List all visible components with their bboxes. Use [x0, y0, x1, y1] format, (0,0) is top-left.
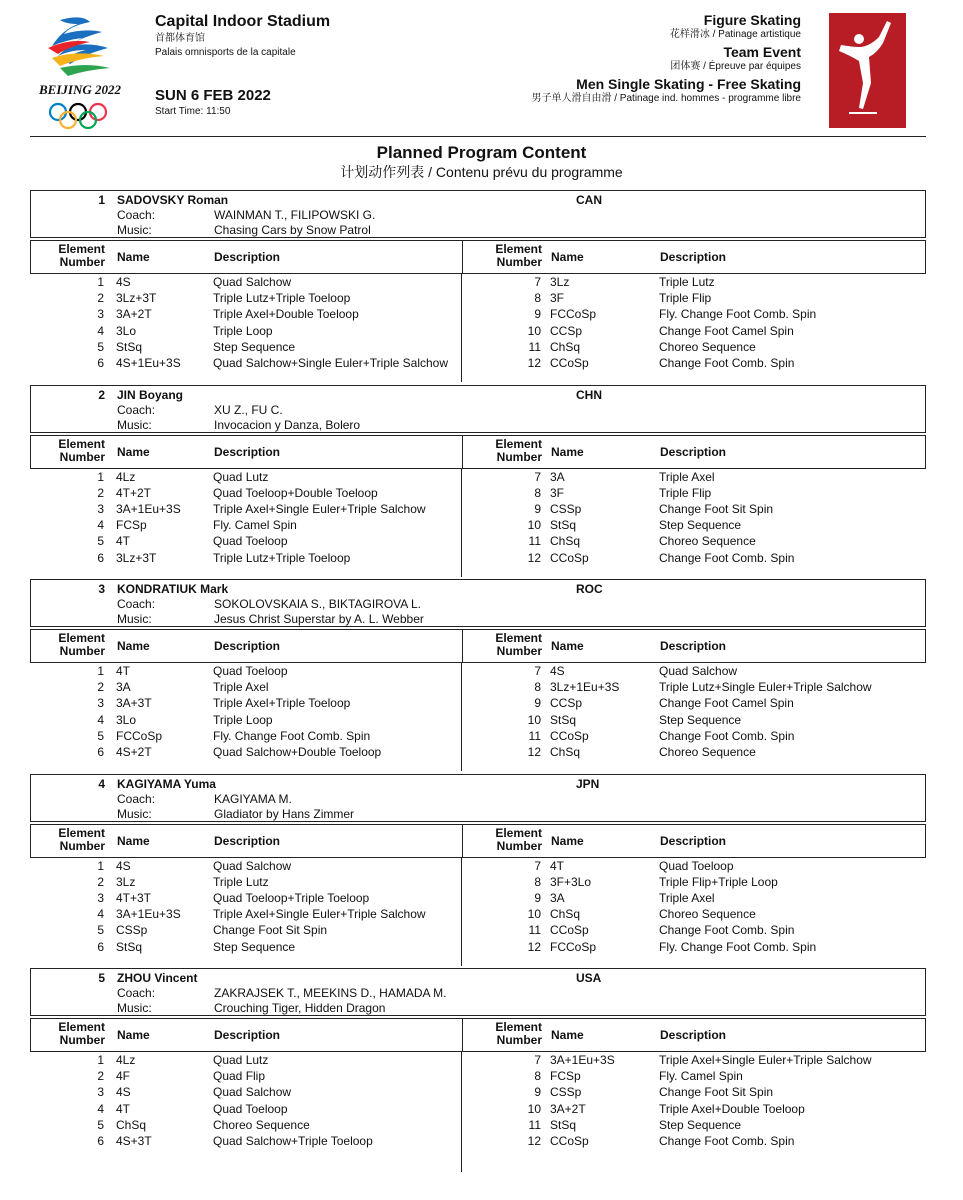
element-number: 5 — [97, 1117, 104, 1132]
column-divider — [462, 824, 463, 857]
athlete-number: 3 — [98, 582, 105, 596]
element-code: ChSq — [550, 745, 581, 759]
header-description: Description — [660, 1028, 727, 1042]
element-number: 7 — [534, 1053, 541, 1067]
element-description: Triple Axel — [659, 890, 715, 905]
element-number: 11 — [528, 534, 541, 549]
column-divider — [462, 435, 463, 468]
element-code: StSq — [550, 712, 577, 727]
music-value: Jesus Christ Superstar by A. L. Webber — [214, 612, 424, 626]
element-number: 2 — [97, 1069, 104, 1084]
element-number: 3 — [97, 501, 104, 516]
element-code: 4S+1Eu+3S — [116, 356, 181, 370]
element-description: Change Foot Comb. Spin — [659, 728, 795, 743]
element-number: 9 — [534, 890, 541, 905]
element-description: Triple Axel+Triple Toeloop — [213, 696, 351, 711]
element-description: Choreo Sequence — [659, 745, 756, 759]
event-subtitle: 团体赛 / Épreuve par équipes — [670, 61, 801, 72]
element-code: 3A+1Eu+3S — [550, 1053, 615, 1067]
athlete-block — [30, 190, 926, 370]
column-divider — [461, 469, 462, 577]
element-description: Quad Toeloop — [213, 664, 288, 678]
element-number: 10 — [527, 518, 541, 533]
element-description: Fly. Change Foot Comb. Spin — [659, 939, 817, 954]
element-code: CCoSp — [550, 1134, 589, 1148]
element-code: 3Lz+3T — [116, 291, 157, 306]
element-number: 2 — [97, 874, 104, 889]
element-description: Triple Lutz+Triple Toeloop — [213, 550, 351, 565]
header-description: Description — [214, 444, 281, 459]
date-block — [155, 87, 271, 118]
element-code: 3A — [550, 890, 565, 905]
header-name: Name — [117, 250, 150, 264]
element-number: 2 — [97, 680, 104, 695]
element-description: Triple Axel+Single Euler+Triple Salchow — [213, 501, 426, 516]
element-description: Choreo Sequence — [659, 907, 756, 922]
venue-block — [155, 12, 330, 60]
beijing-2022-logo — [30, 12, 130, 130]
element-number: 4 — [97, 712, 104, 727]
element-code: ChSq — [550, 339, 581, 354]
coach-value: KAGIYAMA M. — [214, 791, 292, 806]
athlete-block — [30, 579, 926, 759]
element-code: 4T — [116, 664, 131, 678]
elements-table-header — [30, 435, 926, 469]
element-number: 10 — [527, 1101, 541, 1116]
document-title — [0, 143, 963, 181]
athlete-noc: CHN — [576, 387, 602, 402]
sport-subtitle: 花样滑冰 / Patinage artistique — [669, 29, 801, 40]
element-description: Triple Axel+Double Toeloop — [213, 307, 359, 322]
header-description: Description — [660, 639, 727, 653]
segment-subtitle: 男子单人滑自由滑 / Patinage ind. hommes - programme libre — [531, 93, 801, 104]
music-value: Gladiator by Hans Zimmer — [214, 806, 355, 821]
athlete-block — [30, 774, 926, 954]
element-code: 4T+3T — [116, 890, 152, 905]
element-description: Quad Toeloop+Double Toeloop — [213, 485, 378, 500]
element-description: Triple Lutz — [659, 275, 715, 289]
element-code: FCSp — [550, 1069, 581, 1084]
header-name: Name — [551, 833, 584, 848]
element-number: 6 — [97, 550, 104, 565]
element-code: ChSq — [550, 534, 581, 549]
element-number: 9 — [534, 307, 541, 322]
element-description: Quad Lutz — [213, 469, 269, 484]
elements-table-body — [30, 469, 926, 565]
element-code: ChSq — [116, 1117, 147, 1132]
element-number: 11 — [528, 339, 541, 354]
column-divider — [461, 858, 462, 966]
venue-name: Capital Indoor Stadium — [155, 13, 331, 30]
element-number: 8 — [534, 680, 541, 695]
element-number: 7 — [534, 275, 541, 289]
header-description: Description — [660, 250, 727, 264]
header-name: Name — [117, 639, 150, 653]
element-code: CCoSp — [550, 550, 589, 565]
music-label: Music: — [117, 417, 152, 432]
element-number: 1 — [97, 1053, 104, 1067]
venue-name-fr: Palais omnisports de la capitale — [155, 47, 296, 58]
athlete-info — [30, 385, 926, 433]
title-main: Planned Program Content — [376, 143, 587, 162]
element-description: Triple Flip+Triple Loop — [659, 874, 778, 889]
element-description: Quad Salchow — [213, 275, 292, 289]
element-description: Fly. Camel Spin — [659, 1069, 743, 1084]
element-description: Triple Lutz — [213, 874, 269, 889]
header-element-number: Element Number — [495, 825, 542, 853]
element-code: 4S — [116, 858, 131, 873]
header-name: Name — [117, 1028, 150, 1042]
element-number: 12 — [527, 550, 541, 565]
athlete-noc: CAN — [576, 193, 602, 207]
element-description: Triple Flip — [659, 291, 712, 306]
element-number: 6 — [97, 1134, 104, 1148]
elements-table-header — [30, 1018, 926, 1052]
athlete-number: 1 — [98, 193, 105, 207]
element-number: 7 — [534, 664, 541, 678]
element-description: Triple Axel+Double Toeloop — [659, 1101, 805, 1116]
header-description: Description — [214, 639, 281, 653]
element-number: 11 — [528, 923, 541, 938]
element-description: Quad Salchow — [659, 664, 738, 678]
element-number: 5 — [97, 728, 104, 743]
element-code: 4S — [550, 664, 565, 678]
element-number: 3 — [97, 1085, 104, 1100]
sport-title: Figure Skating — [703, 12, 801, 28]
header-element-number: Element Number — [58, 436, 105, 464]
element-description: Change Foot Sit Spin — [659, 1085, 774, 1100]
element-description: Triple Axel — [213, 680, 269, 695]
element-description: Change Foot Camel Spin — [659, 696, 794, 711]
column-divider — [461, 663, 462, 771]
coach-value: WAINMAN T., FILIPOWSKI G. — [214, 208, 376, 222]
element-number: 2 — [97, 291, 104, 306]
athlete-number: 5 — [98, 971, 105, 985]
element-code: CSSp — [116, 923, 148, 938]
element-number: 10 — [527, 323, 541, 338]
element-number: 6 — [97, 745, 104, 759]
element-code: FCCoSp — [550, 939, 597, 954]
element-code: 3A+3T — [116, 696, 152, 711]
elements-table-body — [30, 1052, 926, 1148]
music-label: Music: — [117, 1001, 152, 1015]
element-code: 3A+1Eu+3S — [116, 907, 181, 922]
element-number: 1 — [97, 858, 104, 873]
element-code: StSq — [550, 518, 577, 533]
element-description: Fly. Change Foot Comb. Spin — [659, 307, 817, 322]
header-element-number: Element Number — [495, 631, 542, 658]
element-description: Choreo Sequence — [659, 534, 756, 549]
element-number: 4 — [97, 1101, 104, 1116]
element-number: 12 — [527, 356, 541, 370]
header-name: Name — [551, 250, 584, 264]
element-number: 9 — [534, 501, 541, 516]
element-number: 8 — [534, 1069, 541, 1084]
athlete-block — [30, 385, 926, 565]
element-code: 4F — [116, 1069, 131, 1084]
segment-title: Men Single Skating - Free Skating — [576, 76, 801, 92]
element-number: 12 — [527, 745, 541, 759]
element-code: 3A+2T — [550, 1101, 586, 1116]
athlete-info — [30, 968, 926, 1016]
element-description: Step Sequence — [213, 939, 296, 954]
element-number: 5 — [97, 339, 104, 354]
element-number: 3 — [97, 307, 104, 322]
element-code: 3Lo — [116, 323, 137, 338]
element-description: Quad Salchow+Single Euler+Triple Salchow — [213, 356, 449, 370]
coach-label: Coach: — [117, 402, 156, 417]
column-divider — [461, 1052, 462, 1172]
element-number: 5 — [97, 923, 104, 938]
element-code: CCSp — [550, 696, 583, 711]
header-name: Name — [117, 444, 150, 459]
element-description: Change Foot Comb. Spin — [659, 550, 795, 565]
column-divider — [462, 240, 463, 273]
element-code: 4T — [550, 858, 565, 873]
venue-name-cn: 首都体育馆 — [155, 33, 205, 44]
title-sub: 计划动作列表 / Contenu prévu du programme — [340, 164, 623, 180]
element-code: 3A+1Eu+3S — [116, 501, 181, 516]
coach-value: ZAKRAJSEK T., MEEKINS D., HAMADA M. — [214, 986, 447, 1000]
element-description: Triple Flip — [659, 485, 712, 500]
elements-table-header — [30, 629, 926, 663]
element-description: Fly. Change Foot Comb. Spin — [213, 728, 371, 743]
element-code: ChSq — [550, 907, 581, 922]
element-description: Quad Toeloop — [213, 1101, 288, 1116]
header-rule — [30, 136, 926, 137]
element-description: Step Sequence — [213, 339, 296, 354]
athlete-name: KAGIYAMA Yuma — [117, 776, 216, 791]
figure-skating-pictogram-icon — [829, 13, 906, 128]
coach-label: Coach: — [117, 208, 156, 222]
element-code: 4T+2T — [116, 485, 152, 500]
elements-table-body — [30, 663, 926, 759]
header-name: Name — [551, 444, 584, 459]
element-number: 9 — [534, 696, 541, 711]
element-number: 10 — [527, 712, 541, 727]
element-description: Quad Flip — [213, 1069, 266, 1084]
header-description: Description — [214, 833, 281, 848]
header-element-number: Element Number — [58, 1020, 105, 1047]
athlete-noc: USA — [576, 971, 602, 985]
event-title: Team Event — [723, 44, 801, 60]
element-description: Triple Axel+Single Euler+Triple Salchow — [213, 907, 426, 922]
header-element-number: Element Number — [495, 436, 542, 464]
coach-label: Coach: — [117, 597, 156, 611]
element-description: Triple Loop — [213, 712, 273, 727]
element-code: StSq — [116, 339, 143, 354]
element-code: 4S — [116, 275, 131, 289]
athlete-noc: JPN — [576, 776, 600, 791]
element-description: Choreo Sequence — [213, 1117, 310, 1132]
column-divider — [462, 629, 463, 662]
element-code: 3Lz+1Eu+3S — [550, 680, 620, 695]
athlete-info — [30, 190, 926, 238]
element-code: 4Lz — [116, 469, 136, 484]
element-description: Quad Toeloop — [213, 534, 288, 549]
header-description: Description — [214, 1028, 281, 1042]
element-code: CSSp — [550, 501, 582, 516]
header-name: Name — [551, 639, 584, 653]
element-number: 4 — [97, 323, 104, 338]
music-value: Chasing Cars by Snow Patrol — [214, 223, 371, 237]
coach-value: XU Z., FU C. — [214, 402, 283, 417]
header-element-number: Element Number — [58, 242, 105, 269]
element-code: StSq — [550, 1117, 577, 1132]
coach-label: Coach: — [117, 791, 156, 806]
coach-value: SOKOLOVSKAIA S., BIKTAGIROVA L. — [214, 597, 421, 611]
element-code: CCoSp — [550, 728, 589, 743]
element-number: 4 — [97, 518, 104, 533]
athlete-name: ZHOU Vincent — [117, 971, 198, 985]
element-description: Triple Axel+Single Euler+Triple Salchow — [659, 1053, 872, 1067]
athlete-noc: ROC — [576, 582, 603, 596]
element-description: Quad Toeloop — [659, 858, 734, 873]
element-description: Change Foot Comb. Spin — [659, 923, 795, 938]
element-description: Quad Salchow+Double Toeloop — [213, 745, 382, 759]
element-number: 8 — [534, 485, 541, 500]
element-number: 6 — [97, 939, 104, 954]
element-code: 3A — [550, 469, 565, 484]
athlete-number: 2 — [98, 387, 105, 402]
column-divider — [461, 274, 462, 382]
svg-text:BEIJING 2022: BEIJING 2022 — [39, 82, 121, 97]
element-description: Step Sequence — [659, 1117, 742, 1132]
element-code: FCCoSp — [550, 307, 597, 322]
element-number: 7 — [534, 469, 541, 484]
element-description: Fly. Camel Spin — [213, 518, 297, 533]
header-element-number: Element Number — [495, 1020, 542, 1047]
element-code: CCoSp — [550, 923, 589, 938]
element-number: 1 — [97, 469, 104, 484]
element-number: 12 — [527, 939, 541, 954]
music-value: Invocacion y Danza, Bolero — [214, 417, 361, 432]
athlete-name: JIN Boyang — [117, 387, 184, 402]
column-divider — [462, 1018, 463, 1051]
athlete-number: 4 — [98, 776, 105, 791]
athlete-block — [30, 968, 926, 1148]
element-description: Quad Salchow+Triple Toeloop — [213, 1134, 373, 1148]
element-number: 10 — [527, 907, 541, 922]
element-number: 8 — [534, 291, 541, 306]
element-number: 2 — [97, 485, 104, 500]
header-element-number: Element Number — [495, 242, 542, 269]
element-code: StSq — [116, 939, 143, 954]
element-description: Quad Salchow — [213, 1085, 292, 1100]
music-label: Music: — [117, 806, 152, 821]
header-name: Name — [551, 1028, 584, 1042]
element-code: 4T — [116, 534, 131, 549]
element-description: Change Foot Sit Spin — [213, 923, 328, 938]
element-description: Triple Lutz+Single Euler+Triple Salchow — [659, 680, 872, 695]
element-number: 12 — [527, 1134, 541, 1148]
music-label: Music: — [117, 612, 152, 626]
element-description: Change Foot Comb. Spin — [659, 1134, 795, 1148]
event-header — [531, 12, 801, 108]
elements-table-header — [30, 824, 926, 858]
athlete-info — [30, 774, 926, 822]
header-name: Name — [117, 833, 150, 848]
element-code: 3F+3Lo — [550, 874, 592, 889]
header-element-number: Element Number — [58, 631, 105, 658]
element-code: FCSp — [116, 518, 147, 533]
element-description: Triple Loop — [213, 323, 273, 338]
element-code: 4S+2T — [116, 745, 152, 759]
element-description: Quad Toeloop+Triple Toeloop — [213, 890, 370, 905]
element-code: 3Lo — [116, 712, 137, 727]
element-code: 3Lz — [116, 874, 136, 889]
elements-table-body — [30, 274, 926, 370]
element-code: 4T — [116, 1101, 131, 1116]
athlete-info — [30, 579, 926, 627]
element-code: 4S+3T — [116, 1134, 152, 1148]
header-description: Description — [214, 250, 281, 264]
element-description: Change Foot Sit Spin — [659, 501, 774, 516]
element-code: 4Lz — [116, 1053, 136, 1067]
element-number: 3 — [97, 890, 104, 905]
element-description: Step Sequence — [659, 712, 742, 727]
element-description: Choreo Sequence — [659, 339, 756, 354]
element-number: 3 — [97, 696, 104, 711]
element-number: 6 — [97, 356, 104, 370]
element-code: 3Lz+3T — [116, 550, 157, 565]
element-code: CCoSp — [550, 356, 589, 370]
athlete-name: SADOVSKY Roman — [117, 193, 229, 207]
element-number: 1 — [97, 664, 104, 678]
music-value: Crouching Tiger, Hidden Dragon — [214, 1001, 386, 1015]
element-number: 5 — [97, 534, 104, 549]
elements-table-body — [30, 858, 926, 954]
athlete-name: KONDRATIUK Mark — [117, 582, 229, 596]
elements-table-header — [30, 240, 926, 274]
element-code: 3Lz — [550, 275, 570, 289]
start-time: Start Time: 11:50 — [155, 106, 231, 117]
element-code: 3A+2T — [116, 307, 152, 322]
element-number: 7 — [534, 858, 541, 873]
element-code: CSSp — [550, 1085, 582, 1100]
element-number: 1 — [97, 275, 104, 289]
element-description: Quad Lutz — [213, 1053, 269, 1067]
element-code: FCCoSp — [116, 728, 163, 743]
element-description: Triple Lutz+Triple Toeloop — [213, 291, 351, 306]
element-code: 3F — [550, 291, 565, 306]
element-number: 4 — [97, 907, 104, 922]
event-date: SUN 6 FEB 2022 — [155, 87, 271, 104]
element-number: 11 — [528, 1117, 541, 1132]
element-description: Step Sequence — [659, 518, 742, 533]
element-code: 3A — [116, 680, 131, 695]
element-number: 8 — [534, 874, 541, 889]
element-code: CCSp — [550, 323, 583, 338]
element-description: Triple Axel — [659, 469, 715, 484]
element-code: 3F — [550, 485, 565, 500]
header-description: Description — [660, 833, 727, 848]
element-description: Change Foot Camel Spin — [659, 323, 794, 338]
header-description: Description — [660, 444, 727, 459]
element-number: 11 — [528, 728, 541, 743]
header-element-number: Element Number — [58, 825, 105, 853]
element-description: Quad Salchow — [213, 858, 292, 873]
element-description: Change Foot Comb. Spin — [659, 356, 795, 370]
element-number: 9 — [534, 1085, 541, 1100]
element-code: 4S — [116, 1085, 131, 1100]
coach-label: Coach: — [117, 986, 156, 1000]
music-label: Music: — [117, 223, 152, 237]
